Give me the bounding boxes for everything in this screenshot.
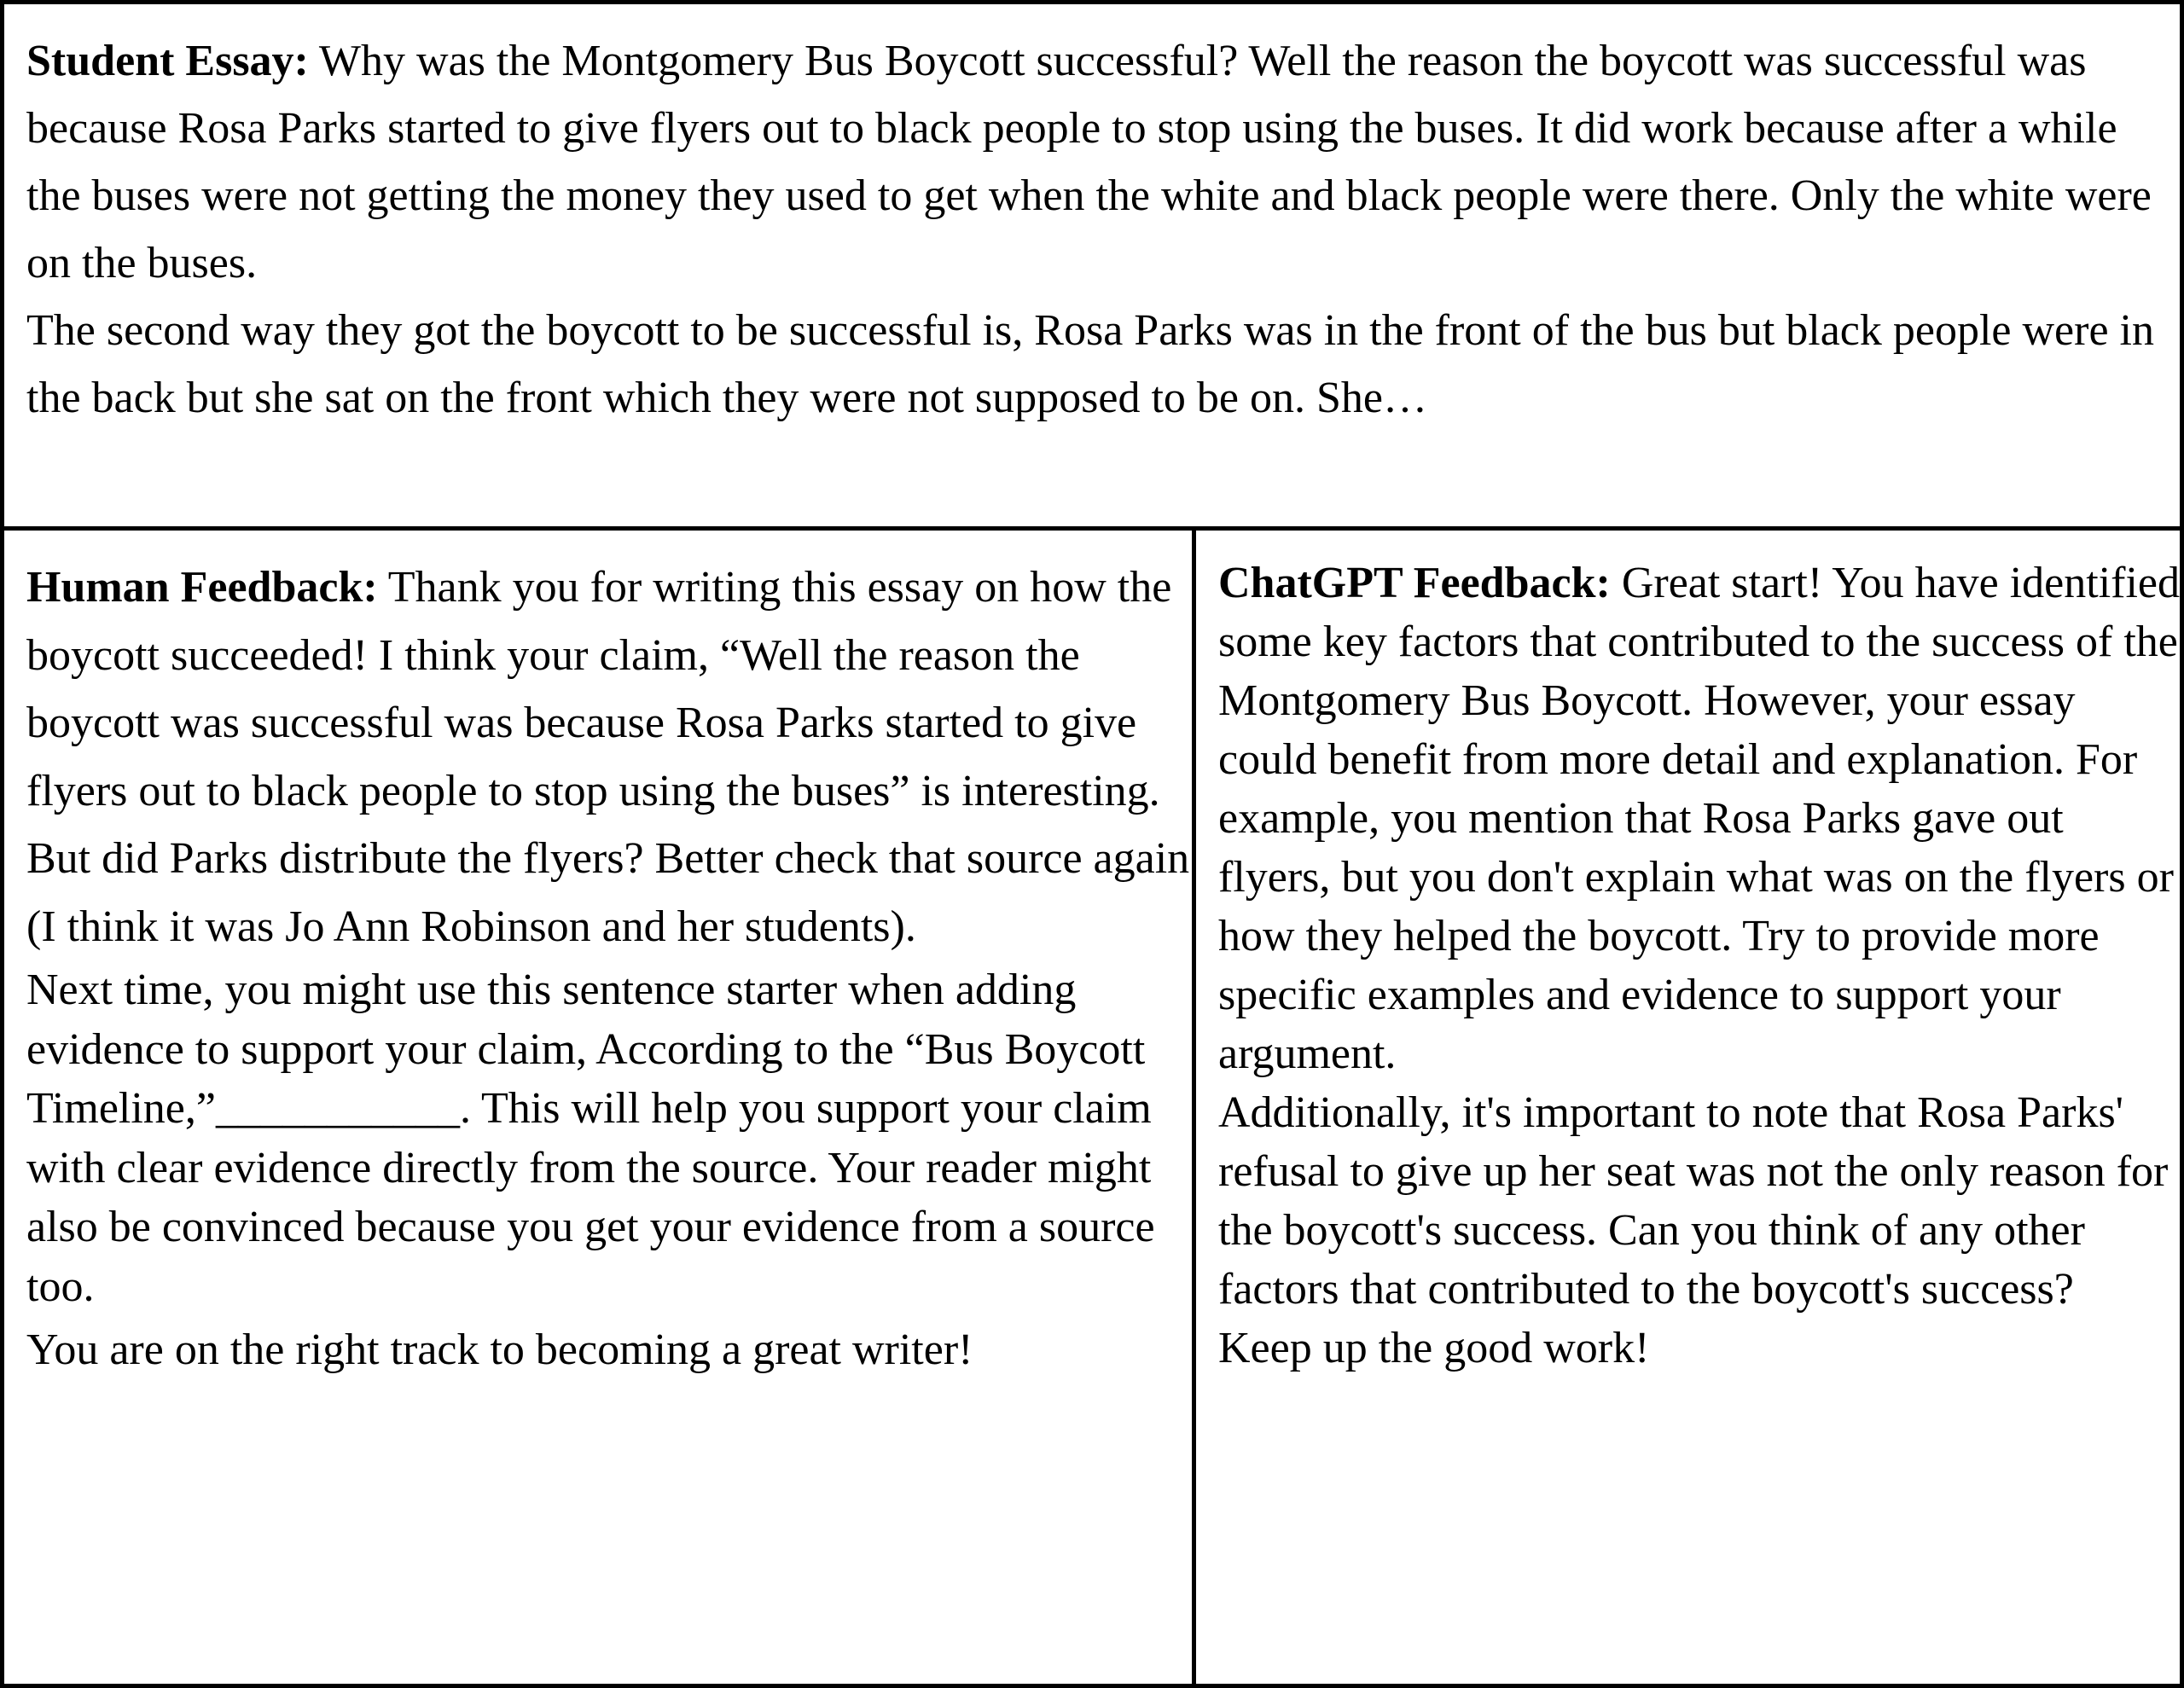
chatgpt-feedback-paragraph-1	[1218, 554, 2180, 1083]
student-essay-label: Student Essay:	[26, 37, 309, 85]
human-feedback-cell	[4, 531, 1192, 1684]
chatgpt-feedback-cell	[1196, 531, 2180, 1684]
chatgpt-feedback-label: ChatGPT Feedback:	[1218, 559, 1611, 607]
human-feedback-paragraph-2: Next time, you might use this sentence starter when adding evidence to support your claim, According to the “Bus Boycott Timeline,”___________. This will help you support your claim with clear evidence directly from the source. Your reader might also be convinced because you get your evidence from a source too.	[26, 966, 1155, 1311]
student-essay-paragraph-1	[26, 27, 2180, 297]
chatgpt-feedback-paragraph-2: Additionally, it's important to note that Rosa Parks' refusal to give up her seat was not the only reason for the boycott's success. Can you think of any other factors that contributed to the boycott's success?	[1218, 1088, 2169, 1314]
human-feedback-paragraph-3: You are on the right track to becoming a great writer!	[26, 1325, 973, 1374]
student-essay-paragraph-2: The second way they got the boycott to be successful is, Rosa Parks was in the front of the bus but black people were in the back but she sat on the front which they were not supposed to be on. She…	[26, 306, 2154, 422]
chatgpt-feedback-paragraph-3: Keep up the good work!	[1218, 1324, 1650, 1372]
human-feedback-paragraph-1	[26, 554, 1192, 960]
chatgpt-feedback-text-1: Great start! You have identified some key factors that contributed to the success of the Montgomery Bus Boycott. However, your essay could benefit from more detail and explanation. For example, you mention that Rosa Parks gave out flyers, but you don't explain what was on the flyers or how they helped the boycott. Try to provide more specific examples and evidence to support your argument.	[1218, 559, 2180, 1078]
student-essay-cell	[4, 4, 2180, 526]
human-feedback-label: Human Feedback:	[26, 563, 378, 612]
student-essay-text-1: Why was the Montgomery Bus Boycott successful? Well the reason the boycott was successful was because Rosa Parks started to give flyers out to black people to stop using the buses. It did work because after a while the buses were not getting the money they used to get when the white and black people were there. Only the white were on the buses.	[26, 37, 2152, 287]
human-feedback-text-1: Thank you for writing this essay on how the boycott succeeded! I think your claim, “Well the reason the boycott was successful was because Rosa Parks started to give flyers out to black people to stop using the buses” is interesting. But did Parks distribute the flyers? Better check that source again (I think it was Jo Ann Robinson and her students).	[26, 563, 1190, 951]
